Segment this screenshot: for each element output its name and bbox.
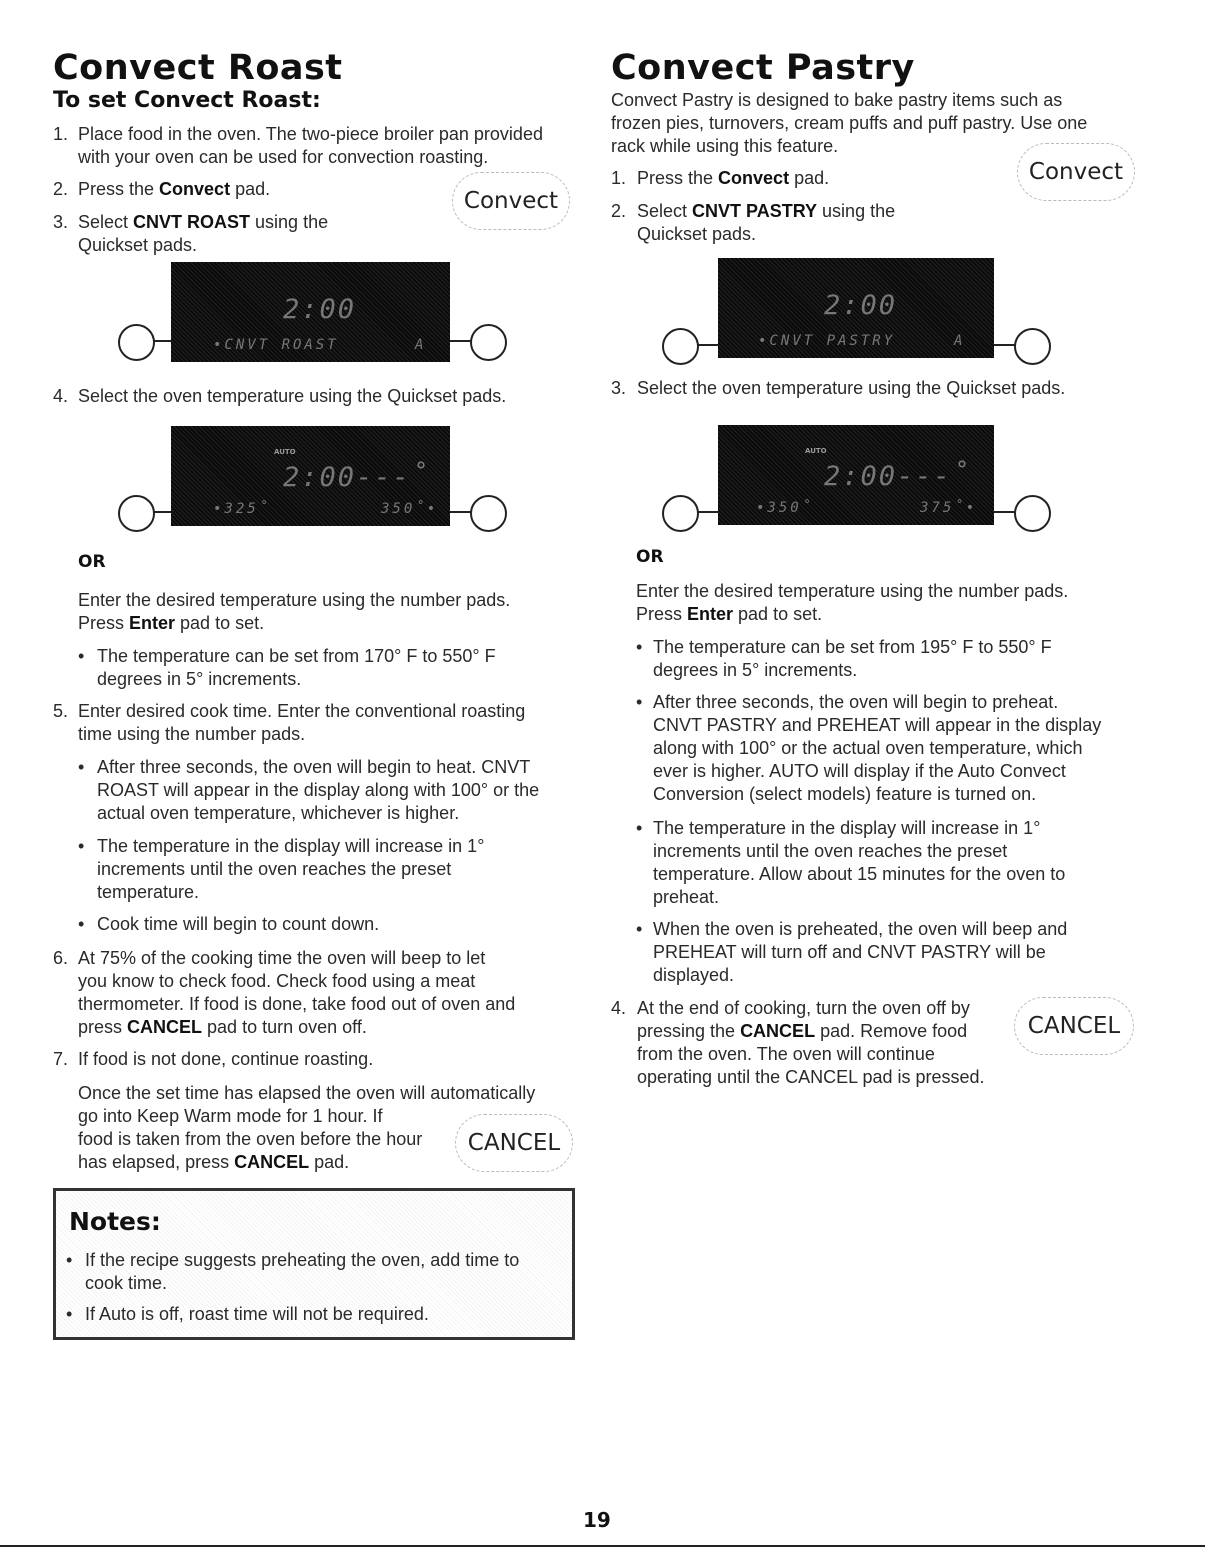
text-line: Enter the desired temperature using the number pads.	[78, 590, 511, 610]
connector-line	[697, 511, 720, 513]
quickset-left-knob-icon[interactable]	[118, 495, 155, 532]
text-line: you know to check food. Check food using a meat	[78, 971, 476, 991]
text-line: cook time.	[85, 1273, 168, 1293]
step-number: 5.	[53, 701, 69, 721]
text: pad to turn oven off.	[202, 1017, 367, 1037]
oven-display-cnvt-roast	[118, 262, 522, 362]
lcd-screen	[171, 262, 450, 362]
text-line: frozen pies, turnovers, cream puffs and puff pastry. Use one	[611, 113, 1088, 133]
notes-item-1	[66, 1249, 561, 1295]
text-line: temperature.	[97, 882, 200, 902]
step-text-line: Quickset pads.	[78, 235, 198, 255]
text: Press	[78, 613, 130, 633]
lcd-temp-right: 375˚•	[920, 500, 978, 516]
left-bullet-temp-range	[78, 645, 578, 691]
lcd-screen	[718, 425, 994, 525]
lcd-time: 2:00---˚	[283, 462, 430, 493]
bullet-dot-icon: •	[636, 692, 643, 712]
right-bullet-preheat	[636, 691, 1156, 806]
left-step-6	[53, 947, 583, 1039]
lcd-triangle-icon: A	[415, 337, 427, 353]
text: using the	[817, 201, 896, 221]
step-text: Press the	[78, 179, 160, 199]
step-number: 6.	[53, 948, 69, 968]
text: has elapsed, press	[78, 1152, 235, 1172]
text-line: Enter the desired temperature using the number pads.	[636, 581, 1069, 601]
connector-line	[450, 511, 472, 513]
right-step-4	[611, 997, 1031, 1089]
notes-item-2	[66, 1303, 561, 1326]
text: pad.	[309, 1152, 350, 1172]
quickset-left-knob-icon[interactable]	[662, 495, 699, 532]
bullet-dot-icon: •	[636, 818, 643, 838]
right-bullet-temp-range	[636, 636, 1156, 682]
oven-display-temp-pastry	[662, 425, 1066, 525]
cnvt-pastry-ref: CNVT PASTRY	[692, 201, 818, 221]
text-line: food is taken from the oven before the hour	[78, 1129, 423, 1149]
step-text: pad.	[230, 179, 271, 199]
text-line: degrees in 5° increments.	[653, 660, 858, 680]
step-number: 1.	[53, 124, 69, 144]
lcd-screen	[171, 426, 450, 526]
text: pad to set.	[733, 604, 823, 624]
text-line: along with 100° or the actual oven temperature, which	[653, 738, 1083, 758]
connector-line	[153, 340, 173, 342]
bullet-dot-icon: •	[66, 1250, 73, 1270]
page-number: 19	[583, 1508, 611, 1532]
text-line: displayed.	[653, 965, 735, 985]
right-step-3	[611, 377, 1131, 400]
text-line: temperature. Allow about 15 minutes for the oven to	[653, 864, 1066, 884]
lcd-auto-indicator: AUTO	[274, 448, 296, 456]
lcd-triangle-icon: A	[954, 333, 966, 349]
text-line: actual oven temperature, whichever is higher.	[97, 803, 460, 823]
step-text: using the	[250, 212, 329, 232]
cancel-pad-button[interactable]: CANCEL	[1014, 997, 1134, 1055]
text-line: preheat.	[653, 887, 720, 907]
notes-title: Notes:	[69, 1207, 161, 1236]
right-bullet-preheated	[636, 918, 1156, 987]
step-number: 2.	[53, 179, 69, 199]
text-line: Convect Pastry is designed to bake pastry items such as	[611, 90, 1063, 110]
step-text-line: Select the oven temperature using the Quickset pads.	[78, 386, 507, 406]
text-line: operating until the CANCEL pad is pressed.	[637, 1067, 985, 1087]
text-line: PREHEAT will turn off and CNVT PASTRY will be	[653, 942, 1046, 962]
text: press	[78, 1017, 128, 1037]
left-step-1	[53, 123, 583, 169]
lcd-auto-indicator: AUTO	[805, 447, 827, 455]
right-step-1	[611, 167, 1011, 190]
section-title-convect-pastry: Convect Pastry	[611, 48, 915, 88]
convect-pad-button[interactable]: Convect	[1017, 143, 1135, 201]
lcd-temp-right: 350˚•	[381, 501, 439, 517]
text-line: Once the set time has elapsed the oven will automatically	[78, 1083, 536, 1103]
text-line: The temperature can be set from 195° F to 550° F	[653, 637, 1052, 657]
step-number: 7.	[53, 1049, 69, 1069]
cancel-pad-ref: CANCEL	[127, 1017, 203, 1037]
text-line: The temperature in the display will increase in 1°	[97, 836, 485, 856]
connector-line	[153, 511, 173, 513]
step-text-line: Place food in the oven. The two-piece broiler pan provided	[78, 124, 543, 144]
bullet-dot-icon: •	[78, 836, 85, 856]
bullet-dot-icon: •	[78, 646, 85, 666]
bullet-dot-icon: •	[66, 1304, 73, 1324]
lcd-mode: •CNVT PASTRY	[758, 333, 896, 349]
section-subtitle: To set Convect Roast:	[53, 88, 321, 113]
text-line: If food is not done, continue roasting.	[78, 1049, 374, 1069]
text-line: After three seconds, the oven will begin to heat. CNVT	[97, 757, 531, 777]
quickset-right-knob-icon[interactable]	[1014, 495, 1051, 532]
step-number: 3.	[611, 378, 627, 398]
convect-pad-ref: Convect	[159, 179, 231, 199]
convect-pad-ref: Convect	[718, 168, 790, 188]
oven-display-temp-roast	[118, 426, 522, 526]
left-bullet-heat	[78, 756, 578, 825]
text-line: If the recipe suggests preheating the oven, add time to	[85, 1250, 520, 1270]
step-text: Select	[78, 212, 134, 232]
connector-line	[697, 344, 720, 346]
connector-line	[994, 344, 1016, 346]
step-number: 3.	[53, 212, 69, 232]
step-number: 4.	[53, 386, 69, 406]
left-step-7	[53, 1048, 573, 1071]
left-step-2	[53, 178, 453, 201]
connector-line	[994, 511, 1016, 513]
lcd-mode: •CNVT ROAST	[213, 337, 339, 353]
notes-box	[53, 1188, 575, 1340]
text-line: ever is higher. AUTO will display if the Auto Convect	[653, 761, 1066, 781]
lcd-time: 2:00	[824, 290, 898, 321]
step-text-line: with your oven can be used for convection roasting.	[78, 147, 489, 167]
lcd-screen	[718, 258, 994, 358]
left-step-3	[53, 211, 453, 257]
text-line: At the end of cooking, turn the oven off by	[637, 998, 970, 1018]
right-enter-temp	[636, 580, 1156, 626]
text-line: Select the oven temperature using the Quickset pads.	[637, 378, 1066, 398]
convect-pad-button[interactable]: Convect	[452, 172, 570, 230]
bullet-dot-icon: •	[78, 914, 85, 934]
text-line: from the oven. The oven will continue	[637, 1044, 935, 1064]
left-step-4	[53, 385, 573, 408]
text-line: If Auto is off, roast time will not be required.	[85, 1304, 429, 1324]
oven-display-cnvt-pastry	[662, 258, 1066, 358]
right-bullet-increase	[636, 817, 1156, 909]
quickset-right-knob-icon[interactable]	[470, 324, 507, 361]
text-line: increments until the oven reaches the preset	[653, 841, 1008, 861]
page-bottom-rule	[0, 1545, 1205, 1547]
enter-pad-ref: Enter	[687, 604, 734, 624]
text-line: ROAST will appear in the display along with 100° or the	[97, 780, 540, 800]
bullet-dot-icon: •	[636, 637, 643, 657]
bullet-dot-icon: •	[78, 757, 85, 777]
step-number: 2.	[611, 201, 627, 221]
or-label: OR	[78, 552, 106, 572]
section-title-convect-roast: Convect Roast	[53, 48, 343, 88]
quickset-left-knob-icon[interactable]	[662, 328, 699, 365]
quickset-right-knob-icon[interactable]	[1014, 328, 1051, 365]
enter-pad-ref: Enter	[129, 613, 176, 633]
cancel-pad-ref: CANCEL	[234, 1152, 310, 1172]
text-line: When the oven is preheated, the oven will beep and	[653, 919, 1068, 939]
left-bullet-increase	[78, 835, 578, 904]
cancel-pad-button[interactable]: CANCEL	[455, 1114, 573, 1172]
text-line: increments until the oven reaches the preset	[97, 859, 452, 879]
right-step-2	[611, 200, 1011, 246]
cancel-pad-ref: CANCEL	[740, 1021, 816, 1041]
text-line: degrees in 5° increments.	[97, 669, 302, 689]
quickset-right-knob-icon[interactable]	[470, 495, 507, 532]
text-line: rack while using this feature.	[611, 136, 839, 156]
text-line: CNVT PASTRY and PREHEAT will appear in the display	[653, 715, 1102, 735]
left-bullet-countdown	[78, 913, 578, 936]
text-line: Enter desired cook time. Enter the conventional roasting	[78, 701, 526, 721]
text: Press the	[637, 168, 719, 188]
cnvt-roast-ref: CNVT ROAST	[133, 212, 251, 232]
text-line: At 75% of the cooking time the oven will beep to let	[78, 948, 486, 968]
text-line: go into Keep Warm mode for 1 hour. If	[78, 1106, 383, 1126]
connector-line	[450, 340, 472, 342]
lcd-time: 2:00---˚	[824, 461, 971, 492]
quickset-left-knob-icon[interactable]	[118, 324, 155, 361]
lcd-temp-left: •350˚	[756, 500, 814, 516]
text-line: thermometer. If food is done, take food out of oven and	[78, 994, 516, 1014]
text: Select	[637, 201, 693, 221]
or-label: OR	[636, 547, 664, 567]
left-step-5	[53, 700, 573, 746]
text: pad.	[789, 168, 830, 188]
text: pad to set.	[175, 613, 265, 633]
step-number: 4.	[611, 998, 627, 1018]
lcd-temp-left: •325˚	[213, 501, 271, 517]
text-line: Cook time will begin to count down.	[97, 914, 380, 934]
text-line: Quickset pads.	[637, 224, 757, 244]
text: pressing the	[637, 1021, 741, 1041]
text: Press	[636, 604, 688, 624]
text-line: Conversion (select models) feature is turned on.	[653, 784, 1037, 804]
lcd-time: 2:00	[283, 294, 357, 325]
text: pad. Remove food	[815, 1021, 968, 1041]
text-line: time using the number pads.	[78, 724, 306, 744]
text-line: The temperature in the display will increase in 1°	[653, 818, 1041, 838]
text-line: The temperature can be set from 170° F to 550° F	[97, 646, 496, 666]
left-enter-temp	[78, 589, 578, 635]
text-line: After three seconds, the oven will begin to preheat.	[653, 692, 1059, 712]
bullet-dot-icon: •	[636, 919, 643, 939]
step-number: 1.	[611, 168, 627, 188]
